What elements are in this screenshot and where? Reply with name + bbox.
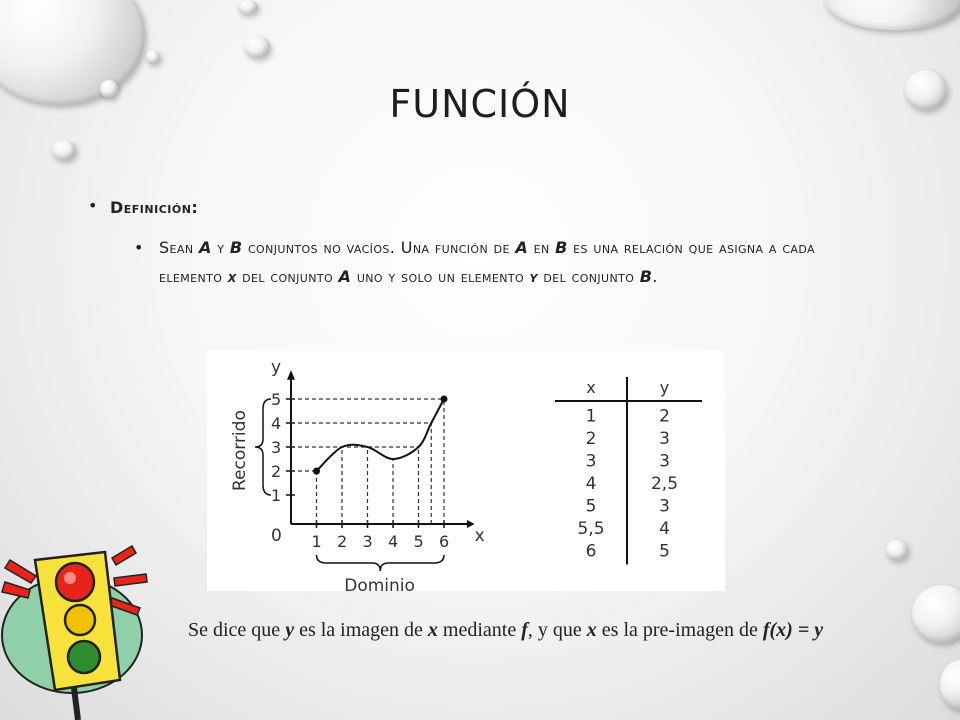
- traffic-light-pole: [74, 688, 78, 720]
- table-cell-x: 3: [585, 451, 597, 472]
- y-tick-label: 5: [271, 390, 282, 409]
- note-text: Se dice que y es la imagen de x mediante f, y que x es la pre-imagen de f(x) = y: [188, 619, 824, 641]
- table-cell-y: 2,5: [650, 474, 679, 494]
- table-cell-x: 5: [585, 496, 597, 517]
- bullet-definicion-label: Definición:: [110, 198, 199, 217]
- water-drop-decoration: [146, 50, 160, 64]
- x-axis-arrow-icon: [467, 520, 475, 528]
- x-tick-label: 5: [413, 532, 424, 551]
- green-light-icon: [68, 641, 100, 673]
- table-cell-y: 4: [659, 519, 670, 539]
- table-header-x: x: [586, 378, 596, 397]
- x-tick-label: 4: [388, 532, 399, 551]
- water-drop-decoration: [912, 585, 960, 643]
- table-cell-x: 1: [585, 406, 597, 427]
- water-drop-decoration: [52, 140, 76, 160]
- red-light-highlight: [64, 572, 76, 584]
- y-tick-label: 4: [271, 414, 282, 433]
- x-tick-label: 2: [337, 532, 348, 551]
- table-cell-x: 4: [585, 474, 597, 494]
- dominio-label: Dominio: [344, 576, 415, 591]
- yellow-light-icon: [65, 605, 95, 635]
- x-tick-label: 6: [439, 532, 450, 551]
- water-drop-decoration: [244, 36, 270, 58]
- function-figure: [207, 351, 725, 591]
- table-cell-y: 3: [659, 429, 670, 449]
- recorrido-label: Recorrido: [230, 410, 250, 491]
- slide-title: FUNCIÓN: [389, 82, 571, 126]
- bullet-dot: •: [88, 196, 98, 215]
- y-axis-arrow-icon: [287, 370, 295, 380]
- x-axis-label: x: [474, 526, 485, 546]
- y-axis-label: y: [271, 357, 282, 378]
- function-graph-and-table: [207, 351, 725, 591]
- curve-end-point: [441, 396, 448, 403]
- table-cell-x: 5,5: [577, 519, 605, 539]
- table-cell-y: 5: [659, 541, 670, 562]
- curve-start-point: [313, 468, 320, 475]
- water-drop-decoration: [886, 540, 908, 560]
- table-cell-y: 2: [659, 406, 670, 427]
- definition-paragraph: Sean A y B conjuntos no vacíos. Una función de A en B es una relación que asigna a cada elemento x del conjunto A uno y solo un elemento y del conjunto B.: [159, 238, 815, 286]
- dominio-brace: [317, 555, 445, 571]
- x-tick-label: 3: [362, 532, 373, 551]
- x-tick-label: 1: [311, 532, 322, 551]
- origin-label: 0: [271, 526, 282, 546]
- bullet-dot: •: [134, 238, 144, 257]
- table-cell-x: 6: [585, 541, 597, 562]
- recorrido-brace: [255, 399, 271, 495]
- traffic-light-icon: [0, 540, 160, 720]
- y-tick-label: 3: [271, 438, 282, 457]
- y-tick-label: 2: [271, 462, 282, 481]
- table-cell-y: 3: [659, 496, 670, 517]
- table-cell-y: 3: [659, 451, 670, 472]
- water-drop-decoration: [825, 0, 960, 30]
- table-header-y: y: [659, 378, 670, 397]
- function-curve: [317, 399, 445, 471]
- water-drop-decoration: [238, 0, 258, 14]
- table-cell-x: 2: [585, 429, 597, 449]
- y-tick-label: 1: [271, 486, 282, 505]
- water-drop-decoration: [940, 660, 960, 710]
- red-light-icon: [56, 563, 94, 601]
